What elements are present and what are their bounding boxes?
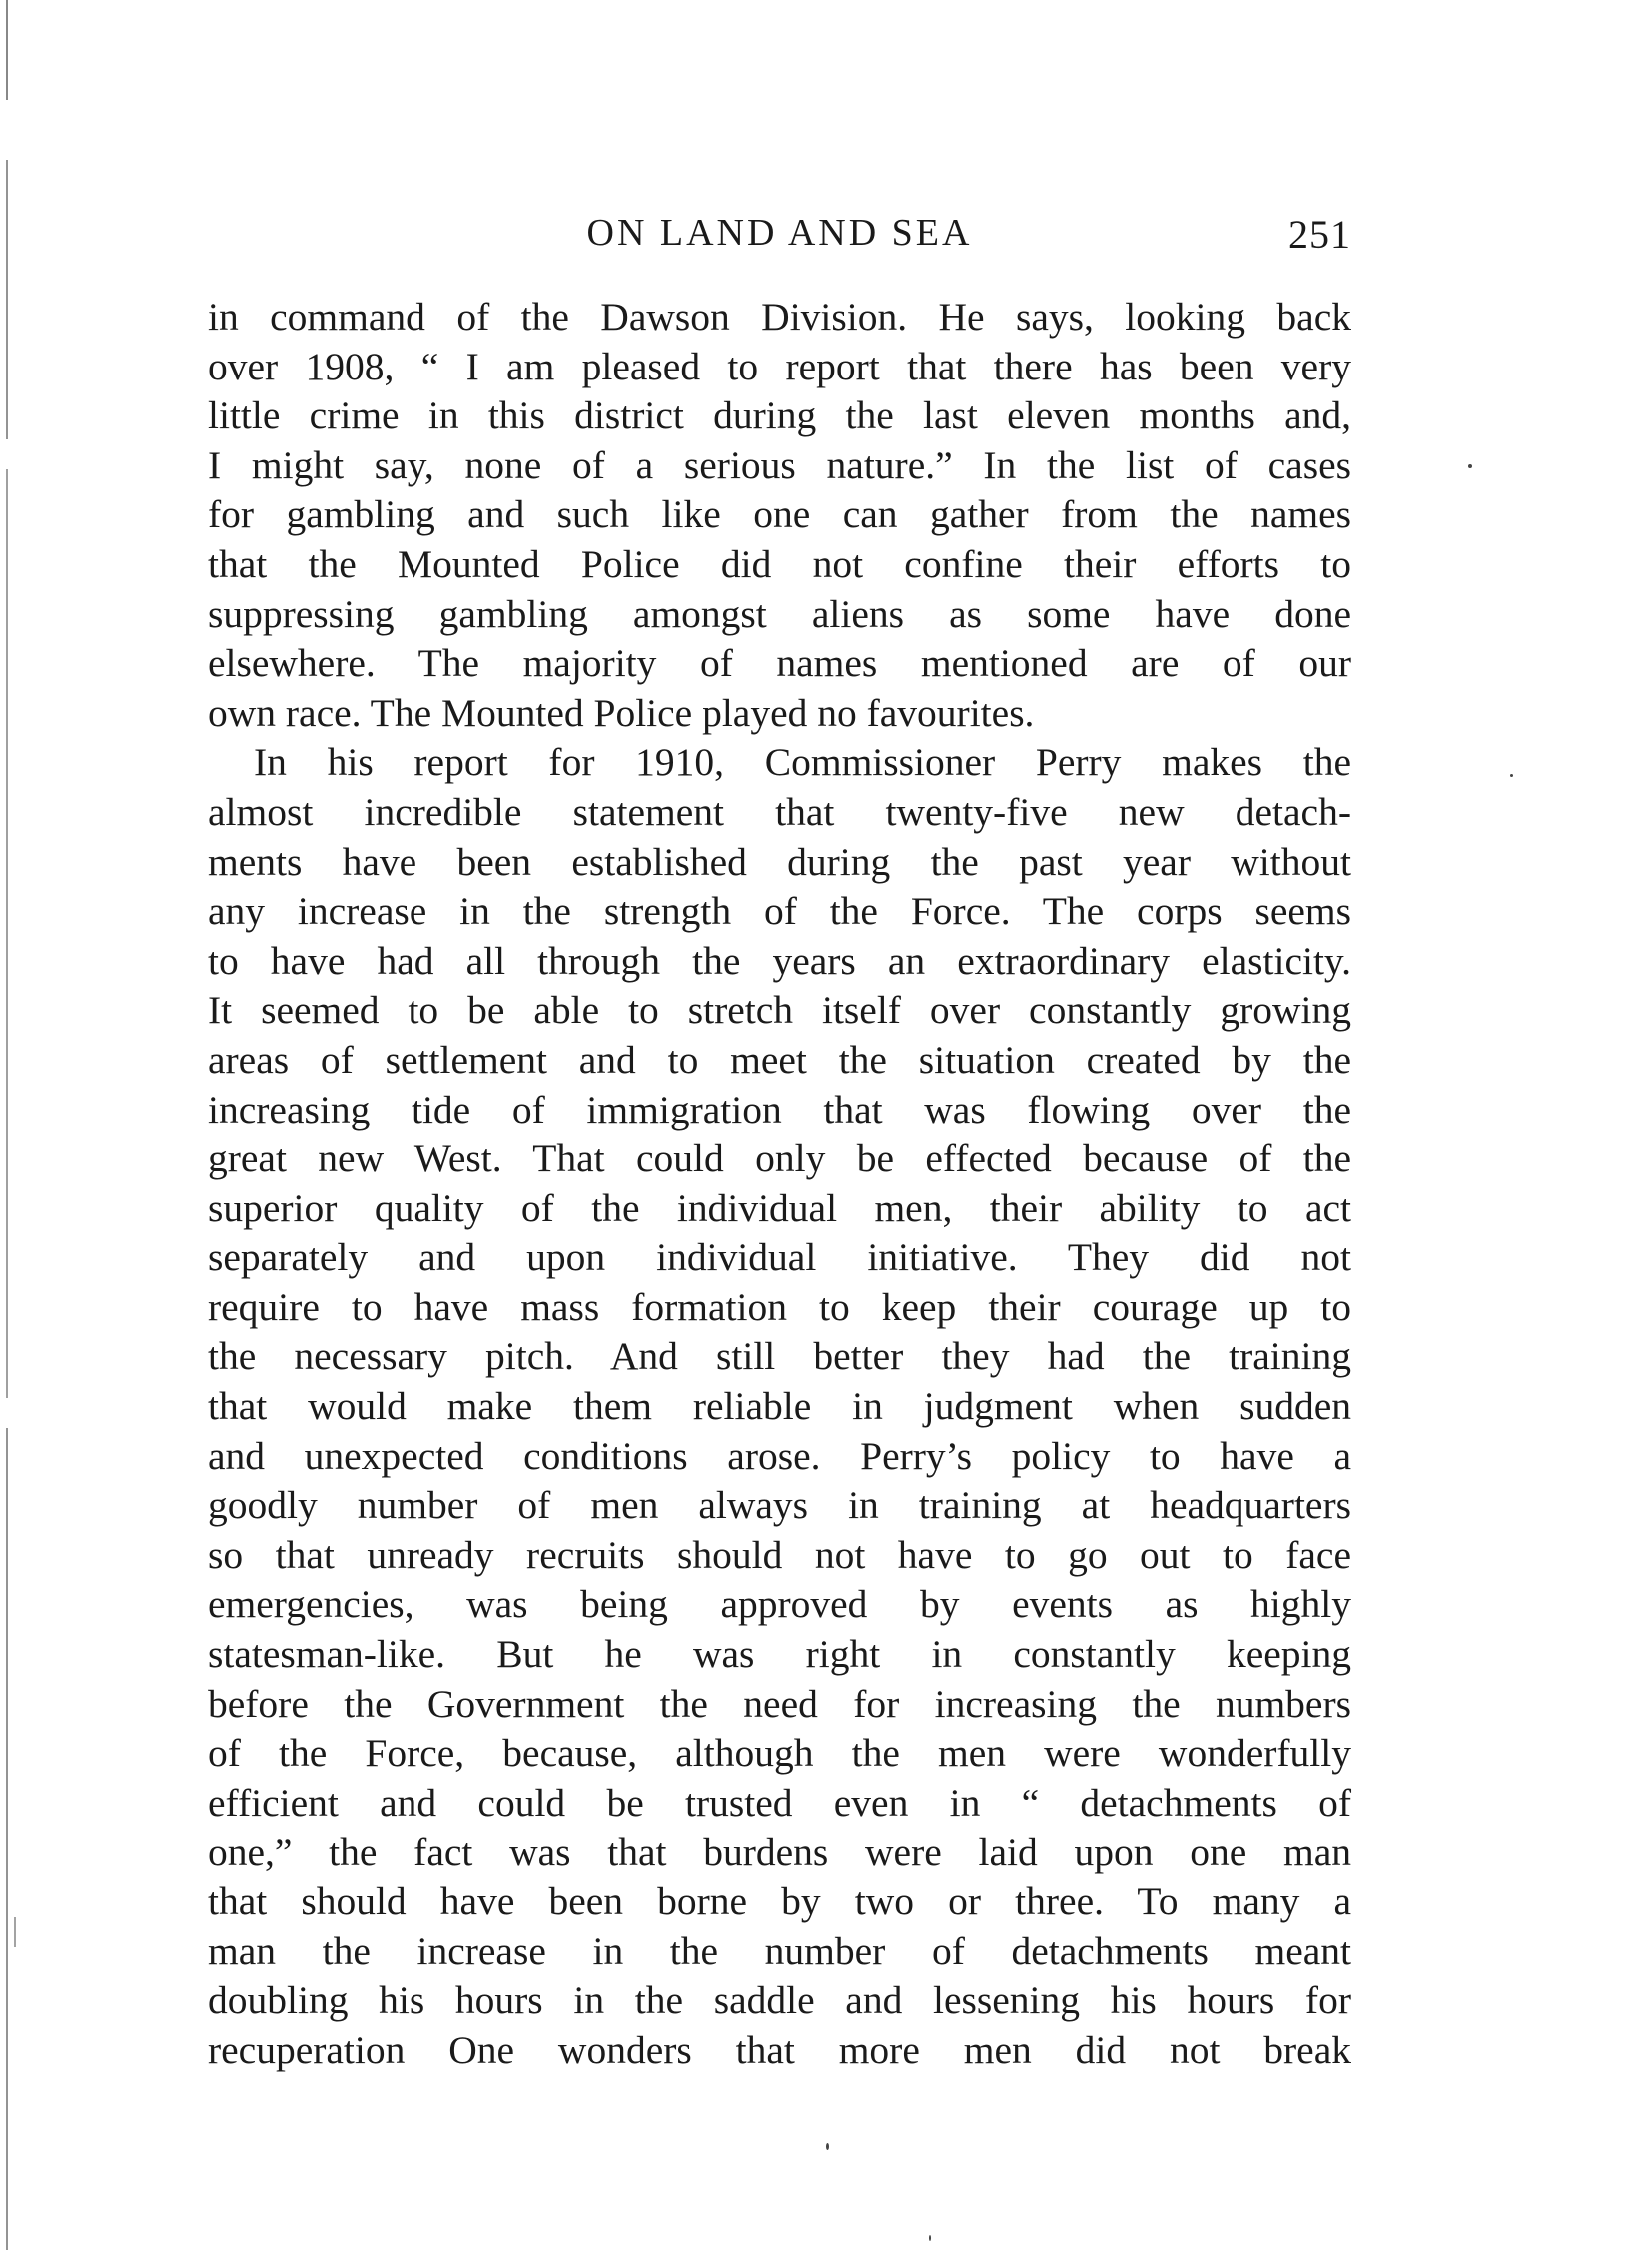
text-line: almost incredible statement that twenty-five new detach- — [208, 789, 1351, 834]
text-line: that the Mounted Police did not confine their efforts to — [208, 541, 1351, 586]
body-text — [208, 293, 1351, 2075]
binding-edge-mark — [14, 1917, 16, 1947]
text-line: before the Government the need for increasing the numbers — [208, 1681, 1351, 1726]
text-line: to have had all through the years an extraordinary elasticity. — [208, 938, 1351, 983]
text-line: recuperation One wonders that more men did not break — [208, 2027, 1351, 2072]
text-line: areas of settlement and to meet the situation created by the — [208, 1037, 1351, 1082]
text-line: It seemed to be able to stretch itself over constantly growing — [208, 988, 1351, 1033]
text-line: suppressing gambling amongst aliens as some have done — [208, 591, 1351, 636]
text-line: doubling his hours in the saddle and lessening his hours for — [208, 1978, 1351, 2023]
text-line: man the increase in the number of detachments meant — [208, 1928, 1351, 1973]
text-line: emergencies, was being approved by events as highly — [208, 1582, 1351, 1627]
text-line: elsewhere. The majority of names mentioned are of our — [208, 641, 1351, 686]
text-line: great new West. That could only be effected because of the — [208, 1136, 1351, 1181]
text-line: in command of the Dawson Division. He says, looking back — [208, 295, 1351, 339]
text-line: that should have been borne by two or three. To many a — [208, 1879, 1351, 1923]
text-line: that would make them reliable in judgment when sudden — [208, 1384, 1351, 1429]
page-number: 251 — [1288, 212, 1351, 257]
text-line: own race. The Mounted Police played no favourites. — [208, 690, 1035, 735]
text-line: I might say, none of a serious nature.” In the list of cases — [208, 442, 1351, 487]
text-line: and unexpected conditions arose. Perry’s policy to have a — [208, 1433, 1351, 1478]
text-line: require to have mass formation to keep their courage up to — [208, 1284, 1351, 1329]
binding-edge-shadow — [6, 0, 8, 2250]
page-header — [208, 203, 1351, 263]
paper-speck — [826, 2143, 829, 2150]
paper-speck — [1510, 774, 1513, 777]
text-line: for gambling and such like one can gather from the names — [208, 492, 1351, 537]
text-line: separately and upon individual initiative. They did not — [208, 1235, 1351, 1280]
running-title: ON LAND AND SEA — [586, 212, 973, 254]
text-line: superior quality of the individual men, their ability to act — [208, 1185, 1351, 1230]
text-line: the necessary pitch. And still better they had the training — [208, 1334, 1351, 1379]
text-line: any increase in the strength of the Force. The corps seems — [208, 889, 1351, 934]
paper-speck — [929, 2235, 931, 2241]
text-line: of the Force, because, although the men were wonderfully — [208, 1731, 1351, 1776]
text-line: increasing tide of immigration that was flowing over the — [208, 1087, 1351, 1131]
text-line: little crime in this district during the last eleven months and, — [208, 393, 1351, 438]
paragraph-start-line: In his report for 1910, Commissioner Perry makes the — [254, 740, 1351, 785]
text-line: goodly number of men always in training at headquarters — [208, 1483, 1351, 1528]
text-line: over 1908, “ I am pleased to report that there has been very — [208, 344, 1351, 388]
text-line: statesman-like. But he was right in constantly keeping — [208, 1632, 1351, 1677]
paper-speck — [1468, 464, 1472, 468]
text-line: so that unready recruits should not have to go out to face — [208, 1532, 1351, 1577]
text-line: efficient and could be trusted even in “ detachments of — [208, 1780, 1351, 1825]
text-line: ments have been established during the past year without — [208, 839, 1351, 884]
text-line: one,” the fact was that burdens were laid upon one man — [208, 1830, 1351, 1875]
